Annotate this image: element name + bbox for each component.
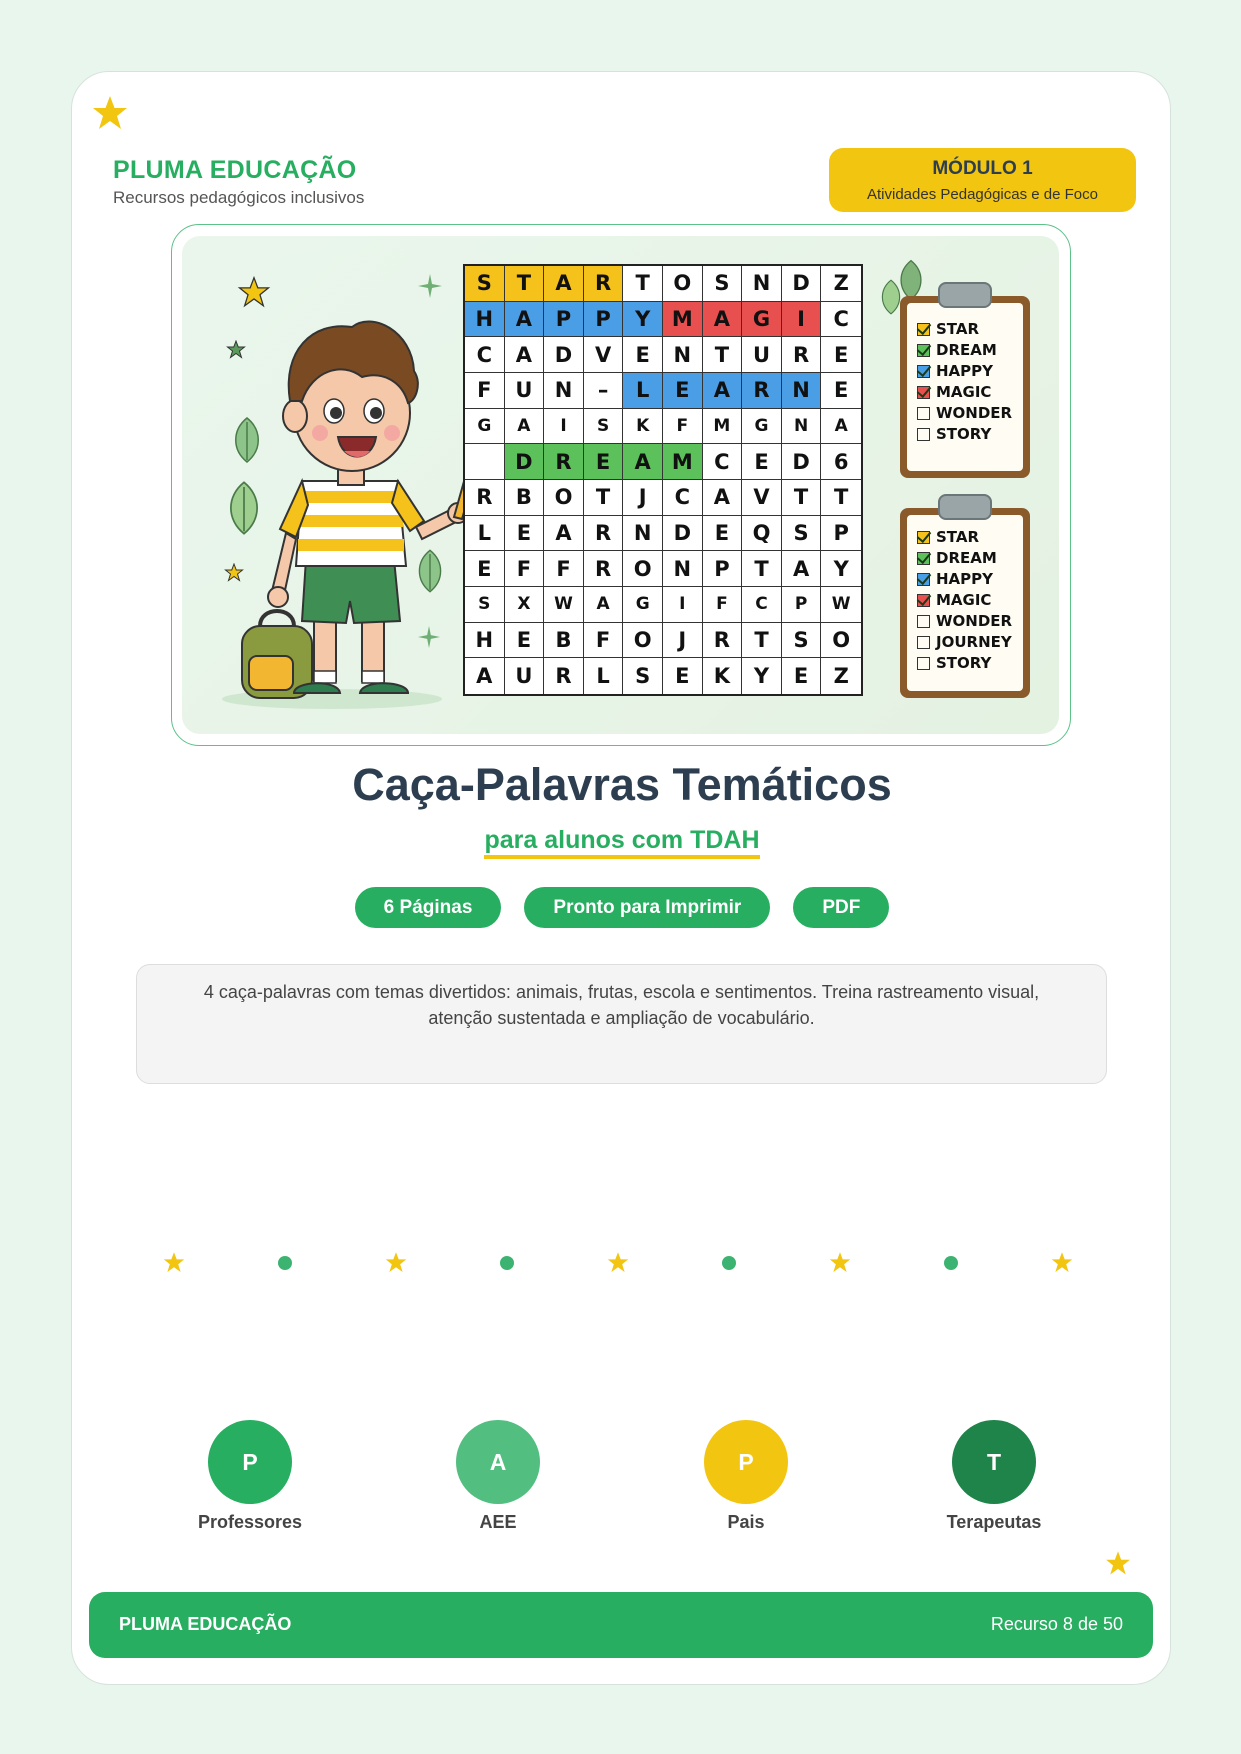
grid-cell: Z [833,664,849,689]
checklist-word: DREAM [936,341,997,359]
checked-box-icon [917,323,930,336]
grid-cell: A [544,266,584,302]
audience-label: Professores [197,1512,303,1532]
grid-cell: T [505,266,545,302]
word-search-illustration [171,224,1071,746]
checklist-word: WONDER [936,612,1013,630]
grid-cell: S [782,623,822,659]
grid-cell: J [663,623,703,659]
audience-avatar: T [952,1420,1036,1504]
grid-cell: S [465,587,505,623]
grid-cell: Y [623,302,663,338]
grid-cell: G [742,409,782,445]
grid-cell: U [505,658,545,694]
audience-label: Pais [727,1512,765,1532]
checklist-clipboard-2 [900,508,1030,698]
grid-cell: E [505,516,545,552]
grid-cell: O [623,551,663,587]
checklist-word: WONDER [936,404,1013,422]
module-title: MÓDULO 1 [932,158,1033,179]
grid-cell: D [782,266,822,302]
checked-box-icon [917,552,930,565]
module-badge [829,148,1136,212]
grid-cell: T [742,623,782,659]
checklist-item [917,340,1015,361]
grid-cell: W [821,587,861,623]
audience-therapists [914,1420,1074,1533]
checklist-item [917,569,1015,590]
grid-cell: R [703,623,743,659]
checked-box-icon [917,531,930,544]
grid-cell: E [623,337,663,373]
badge-pages: 6 Páginas [355,887,502,928]
grid-cell: E [782,658,822,694]
grid-cell: A [584,587,624,623]
grid-cell: H [465,623,505,659]
grid-cell: P [821,516,861,552]
grid-cell: D [544,337,584,373]
checklist-word: DREAM [936,549,997,567]
grid-cell: T [742,551,782,587]
grid-cell: G [623,587,663,623]
page-subtitle: para alunos com TDAH [484,826,759,859]
grid-cell: K [623,409,663,445]
grid-cell: E [505,623,545,659]
footer-resource-counter: Recurso 8 de 50 [990,1614,1123,1634]
grid-cell: D [663,516,703,552]
feature-badges [72,887,1171,928]
module-subtitle: Atividades Pedagógicas e de Foco [867,186,1098,203]
grid-cell: F [703,587,743,623]
grid-cell: A [782,551,822,587]
audience-label: AEE [479,1512,517,1532]
audience-avatar: P [208,1420,292,1504]
grid-cell: H [465,302,505,338]
grid-cell: N [663,551,703,587]
checklist-word: JOURNEY [936,633,1012,651]
grid-cell: P [544,302,584,338]
star-icon [1104,1550,1132,1578]
grid-cell: O [821,623,861,659]
grid-cell: L [584,658,624,694]
checked-box-icon [917,365,930,378]
checklist-2 [907,515,1023,691]
checklist-item [917,424,1015,445]
grid-cell: N [742,266,782,302]
grid-cell: R [584,551,624,587]
grid-cell: A [544,516,584,552]
grid-cell: Y [821,551,861,587]
grid-cell: S [623,658,663,694]
grid-cell: E [821,373,861,409]
grid-cell: A [623,444,663,480]
checklist-item [917,548,1015,569]
star-icon [90,94,130,134]
grid-cell: A [505,302,545,338]
grid-cell: N [544,373,584,409]
grid-cell: Q [742,516,782,552]
grid-cell: N [782,373,822,409]
grid-cell: X [505,587,545,623]
checklist-word: STAR [936,528,980,546]
grid-cell: B [505,480,545,516]
grid-cell: W [544,587,584,623]
grid-cell: A [465,658,505,694]
grid-cell: C [663,480,703,516]
grid-cell: L [465,516,505,552]
grid-cell: F [505,551,545,587]
unchecked-box-icon [917,657,930,670]
grid-cell: Z [821,266,861,302]
grid-cell: C [703,444,743,480]
grid-cell: R [782,337,822,373]
grid-cell: T [584,480,624,516]
resource-card [71,71,1171,1685]
grid-cell: E [703,516,743,552]
grid-cell: G [465,409,505,445]
badge-print-ready: Pronto para Imprimir [524,887,770,928]
grid-cell: E [465,551,505,587]
grid-cell: M [703,409,743,445]
checklist-item [917,361,1015,382]
grid-cell: R [544,658,584,694]
clipboard-clip [938,282,992,308]
audience-avatar: P [704,1420,788,1504]
checklist-word: STORY [936,654,992,672]
kid-character-illustration [202,291,472,711]
checklist-word: HAPPY [936,570,994,588]
grid-cell: E [663,373,703,409]
badge-format: PDF [793,887,889,928]
grid-cell: L [623,373,663,409]
grid-cell: U [742,337,782,373]
description-box: 4 caça-palavras com temas divertidos: animais, frutas, escola e sentimentos. Treina rastreamento visual, atenção sustentada e ampliação de vocabulário. [136,964,1107,1084]
unchecked-box-icon [917,615,930,628]
checklist-clipboard-1 [900,296,1030,478]
grid-cell: F [584,623,624,659]
checklist-item [917,590,1015,611]
checklist-item [917,632,1015,653]
grid-cell: 6 [821,444,861,480]
grid-cell: A [505,409,545,445]
grid-cell: A [703,480,743,516]
grid-cell: I [544,409,584,445]
checked-box-icon [917,573,930,586]
grid-cell: O [663,266,703,302]
brand-name: PLUMA EDUCAÇÃO [113,156,357,184]
grid-cell: V [584,337,624,373]
grid-cell: R [584,266,624,302]
grid-cell: T [821,480,861,516]
grid-cell: P [703,551,743,587]
grid-cell: C [821,302,861,338]
clipboard-clip [938,494,992,520]
grid-cell: M [663,444,703,480]
checklist-word: HAPPY [936,362,994,380]
grid-cell: F [465,373,505,409]
grid-cell: B [544,623,584,659]
grid-cell: S [782,516,822,552]
footer-brand: PLUMA EDUCAÇÃO [119,1614,292,1634]
checklist-word: STORY [936,425,992,443]
checklist-item [917,527,1015,548]
grid-cell: N [782,409,822,445]
grid-cell: P [782,587,822,623]
grid-cell: R [544,444,584,480]
grid-cell: D [505,444,545,480]
checklist-word: STAR [936,320,980,338]
audience-avatar: A [456,1420,540,1504]
grid-cell: V [742,480,782,516]
grid-cell: G [742,302,782,338]
brand-subtitle: Recursos pedagógicos inclusivos [113,188,365,207]
grid-cell: E [821,337,861,373]
grid-cell: A [703,373,743,409]
grid-cell: T [623,266,663,302]
grid-cell: C [465,337,505,373]
audience-teachers [170,1420,330,1533]
grid-cell: E [663,658,703,694]
grid-cell: O [623,623,663,659]
grid-cell: N [623,516,663,552]
grid-cell: O [544,480,584,516]
grid-cell: T [703,337,743,373]
unchecked-box-icon [917,636,930,649]
grid-cell: E [584,444,624,480]
grid-cell: A [703,302,743,338]
grid-cell: R [742,373,782,409]
checklist-item [917,319,1015,340]
grid-cell: T [782,480,822,516]
checked-box-icon [917,594,930,607]
word-search-grid [463,264,863,696]
grid-cell: I [782,302,822,338]
grid-cell: S [703,266,743,302]
checklist-1 [907,303,1023,471]
grid-cell: M [663,302,703,338]
grid-cell: C [742,587,782,623]
checked-box-icon [917,344,930,357]
page-subtitle-wrap [72,826,1171,859]
checklist-item [917,653,1015,674]
audience-label: Terapeutas [946,1512,1042,1532]
grid-cell: S [465,266,505,302]
grid-cell [465,444,505,480]
grid-cell: A [821,409,861,445]
grid-cell: A [505,337,545,373]
checklist-word: MAGIC [936,591,992,609]
grid-cell: F [663,409,703,445]
audience-aee [418,1420,578,1533]
grid-cell: F [544,551,584,587]
grid-cell: I [663,587,703,623]
grid-cell: E [742,444,782,480]
checklist-item [917,403,1015,424]
grid-cell: P [584,302,624,338]
grid-cell: D [782,444,822,480]
checklist-item [917,382,1015,403]
grid-cell: U [505,373,545,409]
page-title: Caça-Palavras Temáticos [352,759,892,810]
grid-cell: K [703,658,743,694]
grid-cell: R [584,516,624,552]
unchecked-box-icon [917,407,930,420]
grid-cell: – [584,373,624,409]
grid-cell: R [465,480,505,516]
audience-parents [666,1420,826,1533]
grid-cell: J [623,480,663,516]
grid-cell: S [584,409,624,445]
checked-box-icon [917,386,930,399]
grid-cell: N [663,337,703,373]
decorative-divider [162,1248,1082,1278]
grid-cell: Y [742,658,782,694]
checklist-item [917,611,1015,632]
footer-bar [89,1592,1153,1658]
unchecked-box-icon [917,428,930,441]
checklist-word: MAGIC [936,383,992,401]
